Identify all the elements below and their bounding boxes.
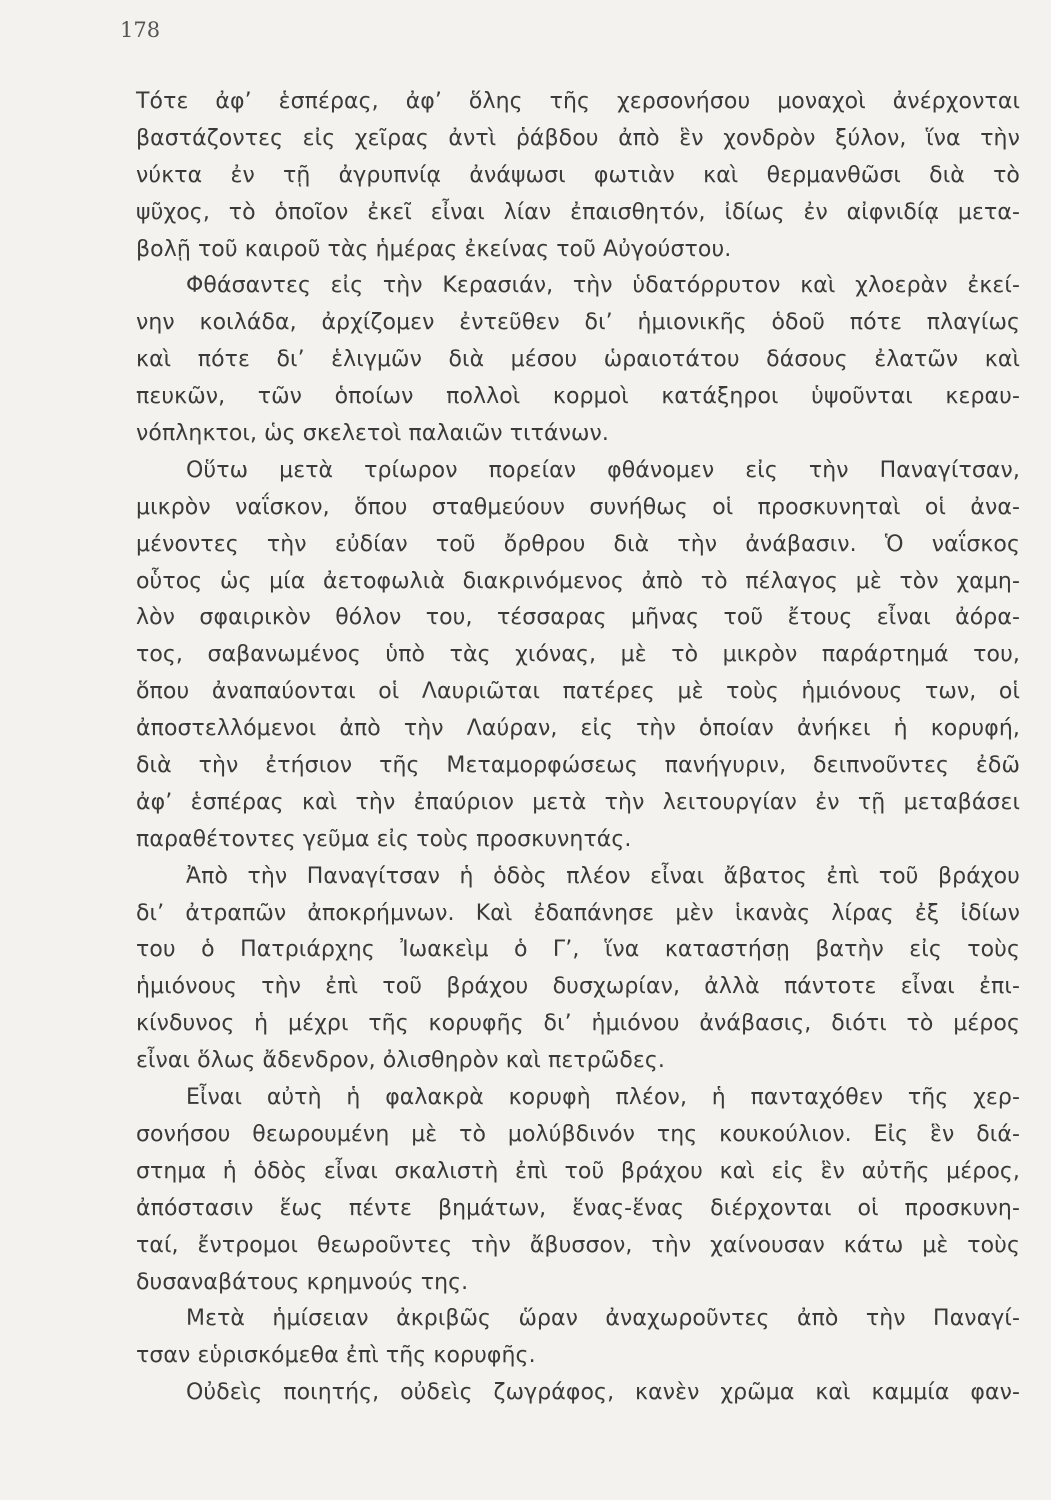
page-number: 178 [120,18,161,42]
text-line: βολῇ τοῦ καιροῦ τὰς ἡμέρας ἐκείνας τοῦ Αὐγούστου. [136,236,732,262]
text-line: Φθάσαντες εἰς τὴν Κερασιάν, τὴν ὑδατόρρυτον καὶ χλοερὰν ἐκεί- [186,273,1020,299]
text-line: νόπληκτοι, ὡς σκελετοὶ παλαιῶν τιτάνων. [136,421,609,447]
text-line: μένοντες τὴν εὐδίαν τοῦ ὄρθρου διὰ τὴν ἀνάβασιν. Ὁ ναΐσκος [136,531,1020,557]
text-line: δυσαναβάτους κρημνούς της. [136,1269,469,1295]
text-line: τσαν εὑρισκόμεθα ἐπὶ τῆς κορυφῆς. [136,1343,536,1369]
text-line: Οὕτω μετὰ τρίωρον πορείαν φθάνομεν εἰς τὴν Παναγίτσαν, [186,457,1020,483]
text-line: πευκῶν, τῶν ὁποίων πολλοὶ κορμοὶ κατάξηροι ὑψοῦνται κεραυ- [136,384,1020,410]
text-line: Οὐδεὶς ποιητής, οὐδεὶς ζωγράφος, κανὲν χρῶμα καὶ καμμία φαν- [186,1380,1020,1406]
text-line: λὸν σφαιρικὸν θόλον του, τέσσαρας μῆνας τοῦ ἔτους εἶναι ἀόρα- [136,605,1020,631]
text-line: ἡμιόνους τὴν ἐπὶ τοῦ βράχου δυσχωρίαν, ἀλλὰ πάντοτε εἶναι ἐπι- [136,974,1020,1000]
text-line: ἀφ’ ἑσπέρας καὶ τὴν ἐπαύριον μετὰ τὴν λειτουργίαν ἐν τῇ μεταβάσει [136,789,1020,815]
text-line: ἀποστελλόμενοι ἀπὸ τὴν Λαύραν, εἰς τὴν ὁποίαν ἀνήκει ἡ κορυφή, [136,716,1020,742]
text-line: παραθέτοντες γεῦμα εἰς τοὺς προσκυνητάς. [136,826,632,852]
text-line: βαστάζοντες εἰς χεῖρας ἀντὶ ῥάβδου ἀπὸ ἓν χονδρὸν ξύλον, ἵνα τὴν [136,125,1020,151]
text-line: ἀπόστασιν ἕως πέντε βημάτων, ἕνας-ἕνας διέρχονται οἱ προσκυνη- [136,1195,1020,1221]
text-line: ψῦχος, τὸ ὁποῖον ἐκεῖ εἶναι λίαν ἐπαισθητόν, ἰδίως ἐν αἰφνιδίᾳ μετα- [136,199,1020,225]
text-line: του ὁ Πατριάρχης Ἰωακεὶμ ὁ Γ’, ἵνα καταστήσῃ βατὴν εἰς τοὺς [136,937,1020,963]
text-line: οὗτος ὡς μία ἀετοφωλιὰ διακρινόμενος ἀπὸ τὸ πέλαγος μὲ τὸν χαμη- [136,568,1020,594]
text-line: Τότε ἀφ’ ἑσπέρας, ἀφ’ ὅλης τῆς χερσονήσου μοναχοὶ ἀνέρχονται [136,89,1020,114]
text-line: διὰ τὴν ἐτήσιον τῆς Μεταμορφώσεως πανήγυριν, δειπνοῦντες ἐδῶ [136,753,1020,779]
text-line: μικρὸν ναΐσκον, ὅπου σταθμεύουν συνήθως οἱ προσκυνηταὶ οἱ ἀνα- [136,494,1020,520]
text-line: Μετὰ ἡμίσειαν ἀκριβῶς ὥραν ἀναχωροῦντες ἀπὸ τὴν Παναγί- [186,1306,1020,1332]
text-line: σονήσου θεωρουμένη μὲ τὸ μολύβδινόν της κουκούλιον. Εἰς ἓν διά- [136,1121,1020,1147]
text-line: εἶναι ὅλως ἄδενδρον, ὀλισθηρὸν καὶ πετρῶδες. [136,1048,665,1074]
text-line: ταί, ἔντρομοι θεωροῦντες τὴν ἄβυσσον, τὴν χαίνουσαν κάτω μὲ τοὺς [136,1232,1020,1258]
text-line: ὅπου ἀναπαύονται οἱ Λαυριῶται πατέρες μὲ τοὺς ἡμιόνους των, οἱ [136,679,1020,705]
body-text [136,84,1020,1412]
text-line: δι’ ἀτραπῶν ἀποκρήμνων. Καὶ ἐδαπάνησε μὲν ἱκανὰς λίρας ἐξ ἰδίων [136,900,1020,926]
text-line: στημα ἡ ὁδὸς εἶναι σκαλιστὴ ἐπὶ τοῦ βράχου καὶ εἰς ἓν αὐτῆς μέρος, [136,1158,1020,1184]
text-line: νην κοιλάδα, ἀρχίζομεν ἐντεῦθεν δι’ ἡμιονικῆς ὁδοῦ πότε πλαγίως [136,310,1020,336]
text-line: τος, σαβανωμένος ὑπὸ τὰς χιόνας, μὲ τὸ μικρὸν παράρτημά του, [136,642,1020,668]
text-line: Εἶναι αὐτὴ ἡ φαλακρὰ κορυφὴ πλέον, ἡ πανταχόθεν τῆς χερ- [186,1085,1020,1111]
text-line: κίνδυνος ἡ μέχρι τῆς κορυφῆς δι’ ἡμιόνου ἀνάβασις, διότι τὸ μέρος [136,1011,1020,1037]
text-line: Ἀπὸ τὴν Παναγίτσαν ἡ ὁδὸς πλέον εἶναι ἄβατος ἐπὶ τοῦ βράχου [186,863,1020,889]
text-line: νύκτα ἐν τῇ ἀγρυπνίᾳ ἀνάψωσι φωτιὰν καὶ θερμανθῶσι διὰ τὸ [136,162,1020,188]
text-line: καὶ πότε δι’ ἑλιγμῶν διὰ μέσου ὡραιοτάτου δάσους ἐλατῶν καὶ [136,347,1020,373]
